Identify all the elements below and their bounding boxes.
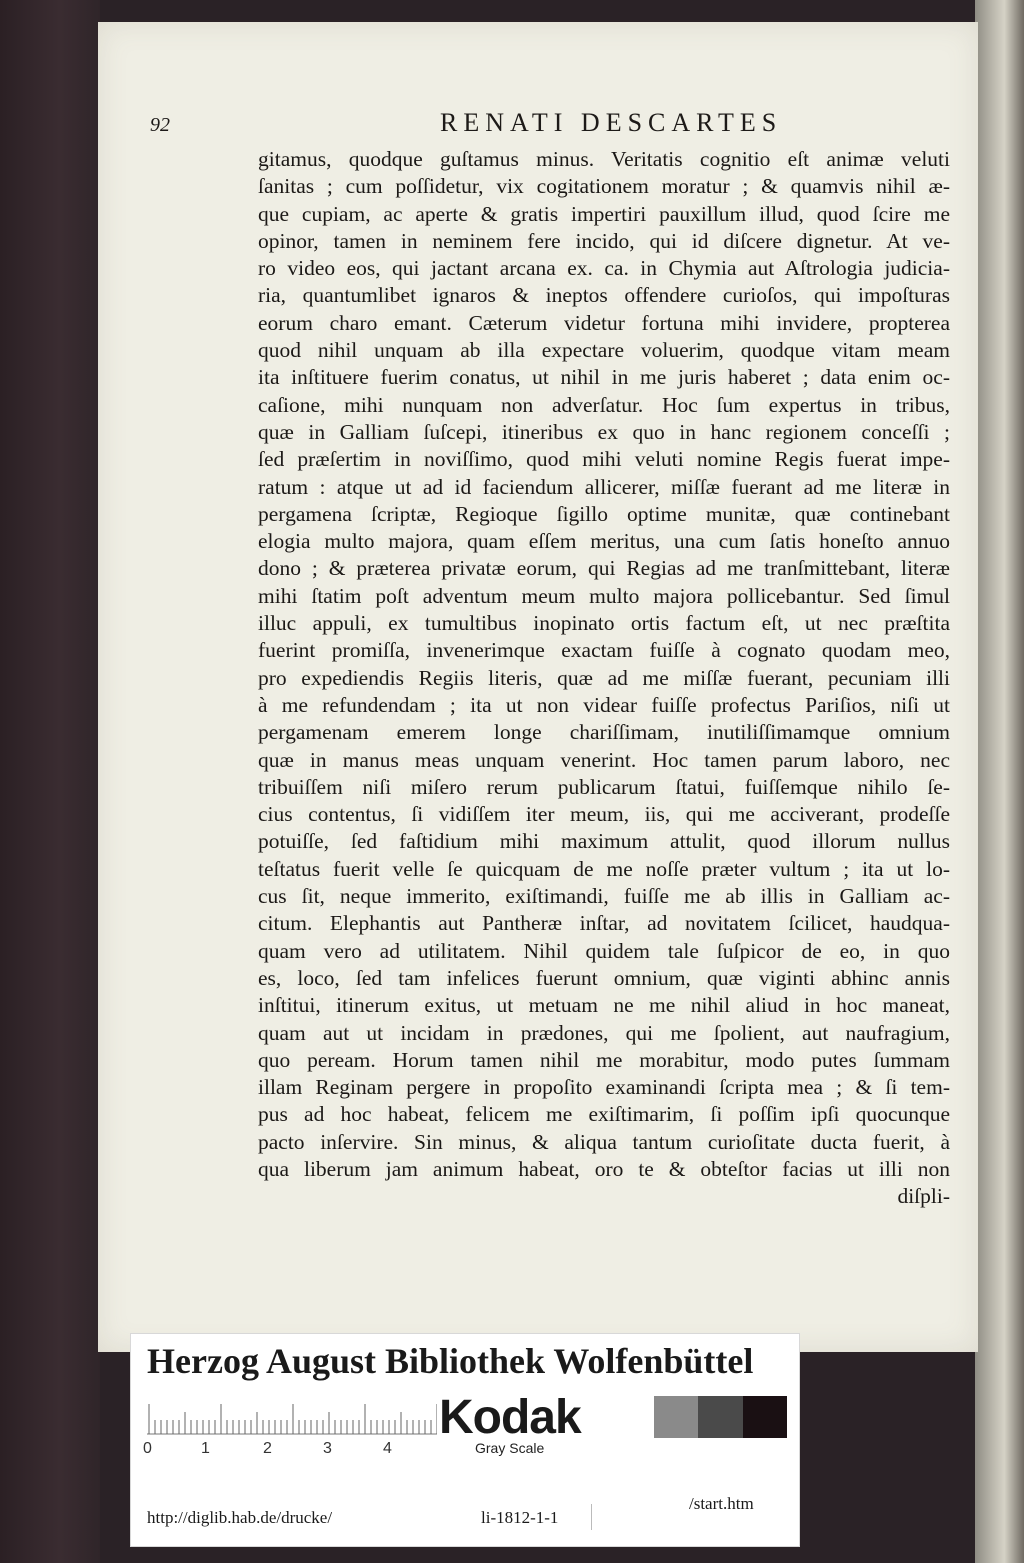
gray-patch [743,1396,788,1438]
ruler-label: 3 [323,1440,332,1457]
text-line: tribuiſſem niſi miſero rerum publicarum ſtatui, fuiſſemque nihilo ſe- [258,774,950,799]
text-line: ratum : atque ut ad id faciendum allicerer, miſſæ fuerant ad me literæ in [258,474,950,499]
text-line: quam aut ut incidam in prædones, qui me ſpolient, aut naufragium, [258,1020,950,1045]
body-text [258,146,950,1211]
text-line: ſanitas ; cum poſſidetur, vix cogitationem moratur ; & quamvis nihil æ- [258,174,950,199]
text-line: quod nihil unquam ab illa expectare voluerim, quodque vitam meam [258,338,950,363]
text-line: quæ in Galliam ſuſcepi, itineribus ex quo in hanc regionem conceſſi ; [258,419,950,444]
shelfmark: li-1812-1-1 [481,1508,559,1527]
gray-patch [609,1396,654,1438]
text-line: illam Reginam pergere in propoſito examinandi ſcripta mea ; & ſi tem- [258,1075,950,1100]
text-line: es, loco, ſed tam infelices fuerunt omnium, quæ viginti abhinc annis [258,965,950,990]
text-line: inſtitui, itinerum exitus, ut metuam ne me nihil aliud in hoc maneat, [258,993,950,1018]
text-line: potuiſſe, ſed faſtidium mihi maximum attulit, quod illorum nullus [258,829,950,854]
text-line: fuerint promiſſa, invenerimque exactam fuiſſe à cognato quodam meo, [258,638,950,663]
text-line: teſtatus fuerit velle ſe quicquam de me noſſe præter vultum ; ita ut lo- [258,856,950,881]
text-line: quo peream. Horum tamen nihil me morabitur, modo putes ſummam [258,1047,950,1072]
text-line: à me refundendam ; ita ut non videar fuiſſe profectus Pariſios, niſi ut [258,692,950,717]
url-base: http://diglib.hab.de/drucke/ [147,1508,333,1527]
scale-ruler [147,1396,437,1436]
text-line: que cupiam, ac aperte & gratis impertiri pauxillum illud, quod ſcire me [258,201,950,226]
kodak-logo-text: Kodak [439,1391,581,1444]
text-line: cus ſit, neque immerito, exiſtimandi, fuiſſe me ab illis in Galliam ac- [258,884,950,909]
text-line: pacto inſervire. Sin minus, & aliqua tantum curioſitate ducta fuerit, à [258,1129,950,1154]
scan-backdrop-left [0,0,100,1563]
text-line: ro video eos, qui jactant arcana ex. ca. in Chymia aut Aſtrologia judicia- [258,256,950,281]
ruler-label: 2 [263,1440,272,1457]
page-header [150,106,930,146]
text-line: quam vero ad utilitatem. Nihil quidem tale ſuſpicor de eo, in quo [258,938,950,963]
gray-patch [654,1396,699,1438]
page-number: 92 [150,114,170,136]
text-line: pergamenam emerem longe chariſſimam, inutiliſſimamque omnium [258,720,950,745]
text-line: mihi ſtatim poſt adventum meum multo majora pollicebantur. Sed ſimul [258,583,950,608]
catchword: diſpli- [897,1184,950,1209]
running-head: RENATI DESCARTES [440,108,783,137]
ruler-labels [143,1440,443,1464]
ruler-label: 0 [143,1440,152,1457]
text-line: pus ad hoc habeat, felicem me exiſtimarim, ſi poſſim ipſi quocunque [258,1102,950,1127]
gray-patch [698,1396,743,1438]
url-end: /start.htm [689,1494,754,1513]
text-line: dono ; & præterea privatæ eorum, qui Regias ad me tranſmittebant, literæ [258,556,950,581]
text-line: ita inſtituere fuerim conatus, ut nihil in me juris haberet ; data enim oc- [258,365,950,390]
gray-patches [609,1396,787,1438]
text-line: pro expediendis Regiis literis, quæ ad me miſſæ fuerant, pecuniam illi [258,665,950,690]
ruler-label: 4 [383,1440,392,1457]
book-spine-edge [975,0,1024,1563]
text-line: citum. Elephantis aut Pantheræ inſtar, ad novitatem ſcilicet, haudqua- [258,911,950,936]
color-calibration-target [130,1333,800,1547]
text-line: gitamus, quodque guſtamus minus. Veritatis cognitio eſt animæ veluti [258,147,950,171]
gray-scale-label: Gray Scale [475,1440,545,1456]
text-line: illuc appuli, ex tumultibus inopinato ortis factum eſt, ut nec præſtita [258,611,950,636]
text-line: ria, quantumlibet ignaros & ineptos offendere curioſos, qui impoſturas [258,283,950,308]
text-line: qua liberum jam animum habeat, oro te & obteſtor facias ut illi non [258,1156,950,1181]
text-line: eorum charo emant. Cæterum videtur fortuna mihi invidere, propterea [258,310,950,335]
text-line: cius contentus, ſi vidiſſem iter meum, iis, qui me acciverant, prodeſſe [258,802,950,827]
text-line: elogia multo majora, quam eſſem meritus, una cum ſatis honeſto annuo [258,529,950,554]
ruler-label: 1 [201,1440,210,1457]
text-line: opinor, tamen in neminem fere incido, qui id diſcere dignetur. At ve- [258,228,950,253]
divider [591,1504,592,1530]
library-name: Herzog August Bibliothek Wolfenbüttel [147,1341,754,1381]
text-line: quæ in manus meas unquam venerint. Hoc tamen parum laboro, nec [258,747,950,772]
text-line: ſed præſertim in noviſſimo, quod mihi veluti nomine Regis fuerat impe- [258,447,950,472]
text-line: pergamena ſcriptæ, Regioque ſigillo optime munitæ, quæ continebant [258,501,950,526]
text-line: caſione, mihi nunquam non adverſatur. Hoc ſum expertus in tribus, [258,392,950,417]
